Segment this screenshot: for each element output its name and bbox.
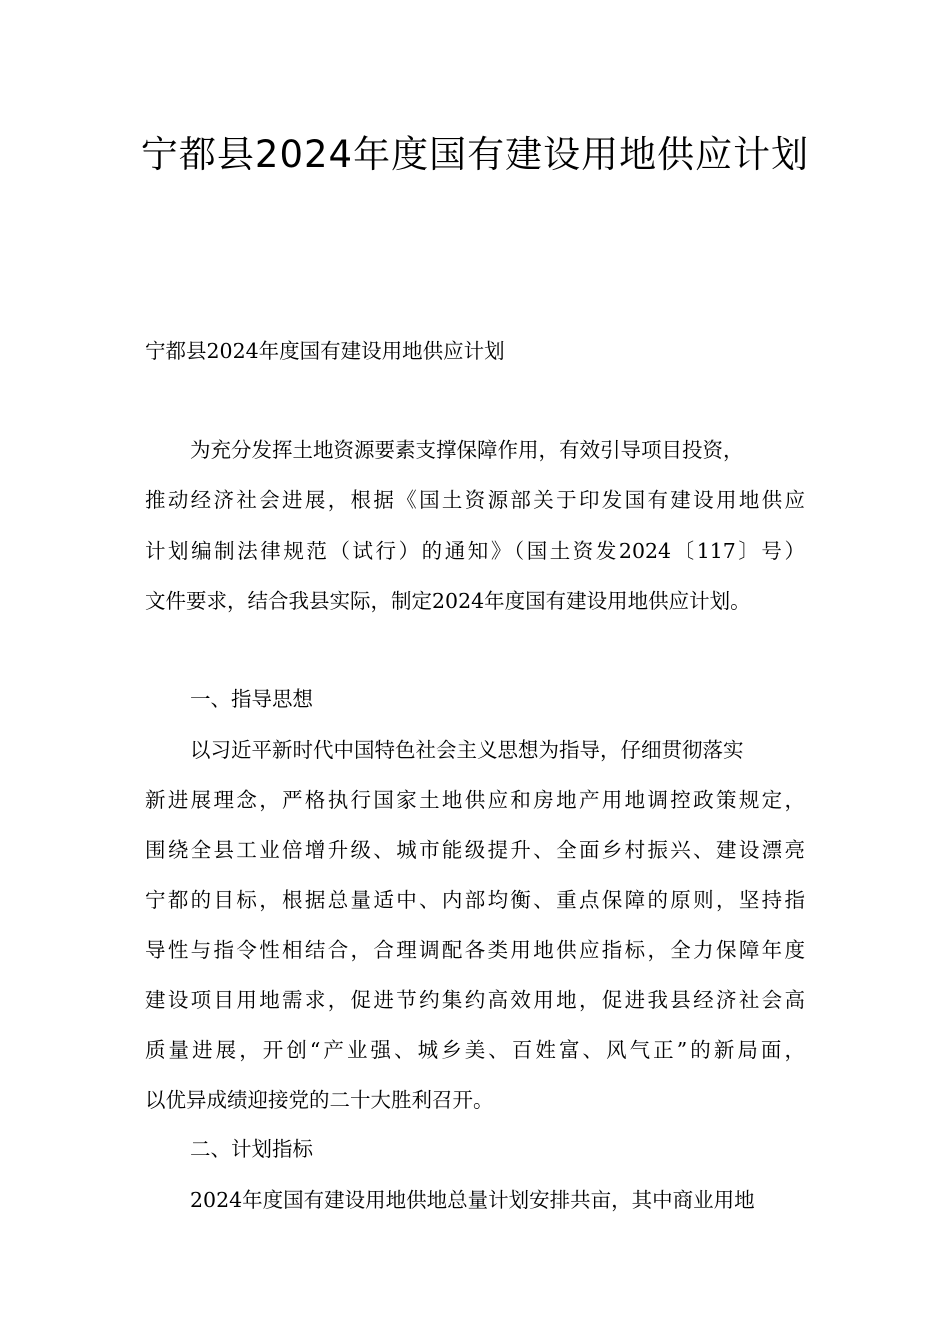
- intro-line-4: 文件要求，结合我县实际，制定2024年度国有建设用地供应计划。: [145, 589, 751, 613]
- section-1-line-8: 以优异成绩迎接党的二十大胜利召开。: [145, 1088, 494, 1112]
- section-1-line-7: 质量进展，开创“产业强、城乡美、百姓富、风气正”的新局面，: [145, 1038, 805, 1062]
- document-title: 宁都县2024年度国有建设用地供应计划: [140, 133, 810, 176]
- section-1-line-1: 以习近平新时代中国特色社会主义思想为指导，仔细贯彻落实: [190, 738, 744, 762]
- section-1-line-5: 导性与指令性相结合，合理调配各类用地供应指标，全力保障年度: [145, 938, 805, 962]
- document-subtitle: 宁都县2024年度国有建设用地供应计划: [145, 339, 505, 363]
- section-1-line-3: 围绕全县工业倍增升级、城市能级提升、全面乡村振兴、建设漂亮: [145, 838, 805, 862]
- intro-line-3: 计划编制法律规范（试行）的通知》（国土资发2024〔117〕号）: [145, 539, 805, 563]
- section-1-line-6: 建设项目用地需求，促进节约集约高效用地，促进我县经济社会高: [145, 988, 805, 1012]
- section-2-heading: 二、计划指标: [190, 1137, 313, 1161]
- section-2-line-1: 2024年度国有建设用地供地总量计划安排共亩，其中商业用地: [190, 1188, 755, 1212]
- section-1-line-4: 宁都的目标，根据总量适中、内部均衡、重点保障的原则，坚持指: [145, 888, 805, 912]
- section-1-line-2: 新进展理念，严格执行国家土地供应和房地产用地调控政策规定，: [145, 788, 805, 812]
- intro-line-1: 为充分发挥土地资源要素支撑保障作用，有效引导项目投资，: [190, 438, 744, 462]
- intro-line-2: 推动经济社会进展，根据《国土资源部关于印发国有建设用地供应: [145, 488, 805, 512]
- section-1-heading: 一、指导思想: [190, 687, 313, 711]
